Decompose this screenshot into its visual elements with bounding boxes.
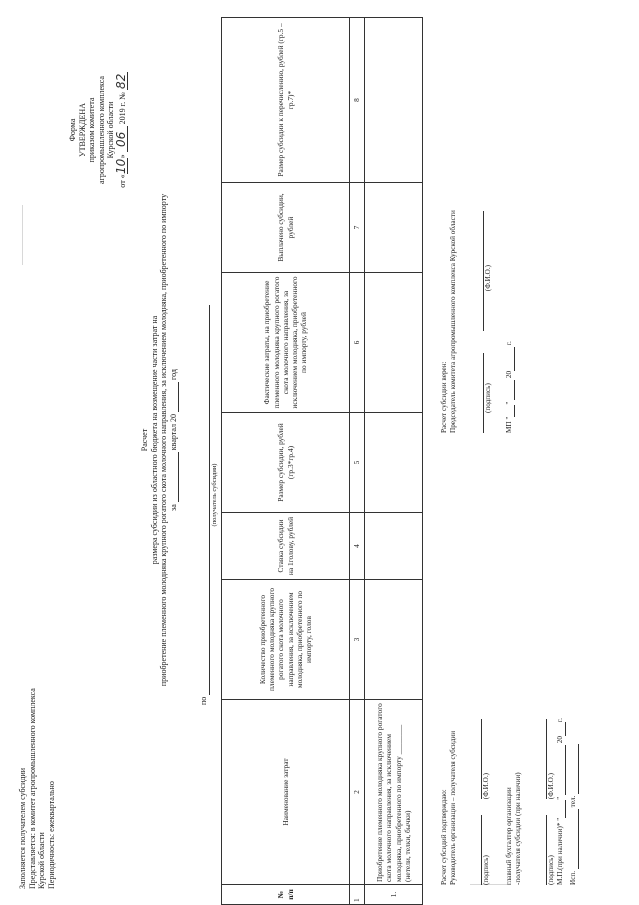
header-line: Курской области [37, 832, 47, 889]
header-cell: Размер субсидии к перечислению, рублей (гр.5 – гр.7)* [222, 18, 350, 183]
executor-line [569, 655, 579, 885]
date-mid: » [117, 152, 127, 159]
row-cell-empty [365, 273, 423, 413]
recipient-prefix: по [199, 696, 208, 705]
header-cell: Количество приобретенного племенного молодняка крупного рогатого скота молочного направления, за исключением молодняка, приобретенного по импорту, голов [222, 580, 350, 700]
row-cell-empty [365, 413, 423, 513]
acc-captions [547, 655, 556, 885]
scan-artifact [22, 205, 23, 265]
approval-date [113, 25, 128, 235]
phone-blank [569, 744, 579, 794]
date-day: 10 [113, 158, 128, 174]
column-number: 2 [350, 700, 365, 885]
signatures-right [440, 133, 515, 433]
sign-blank [472, 815, 482, 885]
fio-caption: (Ф.И.О.) [547, 772, 555, 800]
date-quote: " [505, 416, 513, 420]
approval-order: приказом комитета [87, 97, 97, 163]
fio-blank [474, 211, 484, 331]
column-number: 4 [350, 513, 365, 580]
date-year: 2019 г. № [117, 90, 127, 127]
chairman-label: Председатель комитета агропромышленного комплекса Курской области [449, 210, 457, 433]
title-period [169, 45, 180, 835]
recipient-blank [199, 305, 210, 695]
header-cell: Наименование затрат [222, 700, 350, 885]
row-name: Приобретение племенного молодняка крупного рогатого скота молочного направления, за исключением молодняка, приобретенного по импорту ________ (нетели, телки, бычки) [365, 700, 423, 885]
column-number: 6 [350, 273, 365, 413]
column-number: 8 [350, 18, 365, 183]
approval-committee: агропромышленного комплекса [96, 76, 106, 184]
header-line: Периодичность: ежеквартально [46, 781, 56, 889]
head-sign-line [472, 655, 482, 885]
sign-blank [474, 353, 484, 433]
title-line2: размера субсидии из областного бюджета на возмещение части затрат на [149, 315, 159, 565]
document-title [140, 45, 179, 835]
header-cell: Ставка субсидии на 1голову, рублей [222, 513, 350, 580]
period-quarter: квартал 20 [168, 414, 178, 451]
column-number: 1 [350, 885, 365, 905]
table-header-row [222, 18, 350, 905]
table-row [365, 18, 423, 905]
mp-label: МП [505, 421, 513, 433]
row-index: 1. [365, 885, 423, 905]
header-cell: Размер субсидии, рублей (гр.3*гр.4) [222, 413, 350, 513]
column-number: 3 [350, 580, 365, 700]
phone-label: тел. [569, 795, 577, 808]
head-captions [482, 655, 491, 885]
fio-blank [537, 719, 547, 799]
date-year: 20 [556, 736, 564, 744]
title-line3: приобретение племенного молодняка крупного рогатого скота молочного направления, за исключением молодняка, приобретенного по импорту [159, 193, 169, 687]
row-cell-empty [365, 580, 423, 700]
accountant-label1: главный бухгалтер организации [505, 787, 513, 885]
chair-captions [484, 133, 493, 433]
header-line: Представляется: в комитет агропромышленного комплекса [27, 688, 37, 889]
sign-caption: (подпись) [482, 855, 490, 885]
signatures-left [440, 655, 579, 885]
approval-block [68, 25, 128, 235]
verified-label: Расчет субсидии верен: [440, 361, 448, 433]
header-cell: Фактические затраты, на приобретение племенного молодняка крупного рогатого скота молочного направления, за исключением молодняка, приобретенного по импорту, рублей [222, 273, 350, 413]
approval-form: Форма [68, 118, 77, 142]
date-quote: " [556, 796, 564, 800]
day-blank [505, 405, 515, 417]
year-blank [169, 382, 180, 412]
recipient-caption: (получатель субсидии) [211, 463, 218, 527]
header-cell: № п/п [222, 885, 350, 905]
accountant-label2: -получателя субсидии (при наличии) [514, 772, 522, 885]
chair-sign-line [474, 133, 484, 433]
month-blank [556, 745, 566, 795]
row-cell-empty [365, 183, 423, 273]
header-line: Заполняется получателем субсидии [18, 767, 27, 889]
fio-caption: (Ф.И.О.) [484, 264, 492, 292]
column-number-row [350, 18, 365, 905]
year-blank [505, 347, 515, 371]
row-cell-empty [365, 513, 423, 580]
recipient-line [199, 285, 210, 705]
day-blank [556, 800, 566, 818]
date-year: 20 [505, 370, 513, 379]
period-prefix: за [168, 504, 178, 511]
column-number: 7 [350, 183, 365, 273]
title-line1: Расчет [140, 428, 149, 452]
period-year: год [168, 369, 178, 380]
row-cell-empty [365, 18, 423, 183]
month-blank [505, 380, 515, 400]
confirmed-label: Расчет субсидий подтверждаю: [440, 789, 448, 885]
year-blank [556, 722, 566, 736]
date-number: 82 [113, 73, 128, 89]
executor-label: Исп. [569, 870, 577, 885]
header-left [18, 559, 56, 889]
sign-blank [537, 815, 547, 885]
executor-blank [569, 809, 579, 869]
date-g: г. [556, 718, 564, 723]
head-label: Руководитель организации – получателя субсидии [449, 730, 457, 885]
approval-region: Курской области [106, 101, 116, 159]
date-quote: " [556, 817, 564, 821]
subsidy-table [221, 17, 423, 905]
period-blank [169, 452, 180, 502]
acc-sign-line [537, 655, 547, 885]
mp-date-line [556, 655, 566, 885]
date-month: 06 [117, 126, 128, 152]
column-number: 5 [350, 413, 365, 513]
header-cell: Выплачено субсидии, рублей [222, 183, 350, 273]
date-quote: " [505, 401, 513, 405]
fio-blank [472, 719, 482, 799]
approval-approved: УТВЕРЖДЕНА [77, 103, 87, 158]
sign-caption: (подпись) [484, 383, 492, 413]
chair-mp-line [505, 133, 515, 433]
date-prefix: от « [117, 174, 127, 188]
fio-caption: (Ф.И.О.) [482, 772, 490, 800]
date-g: г. [505, 341, 513, 346]
sign-caption: (подпись) [547, 855, 555, 885]
mp-label: М.П.(при наличии)* [556, 822, 564, 885]
